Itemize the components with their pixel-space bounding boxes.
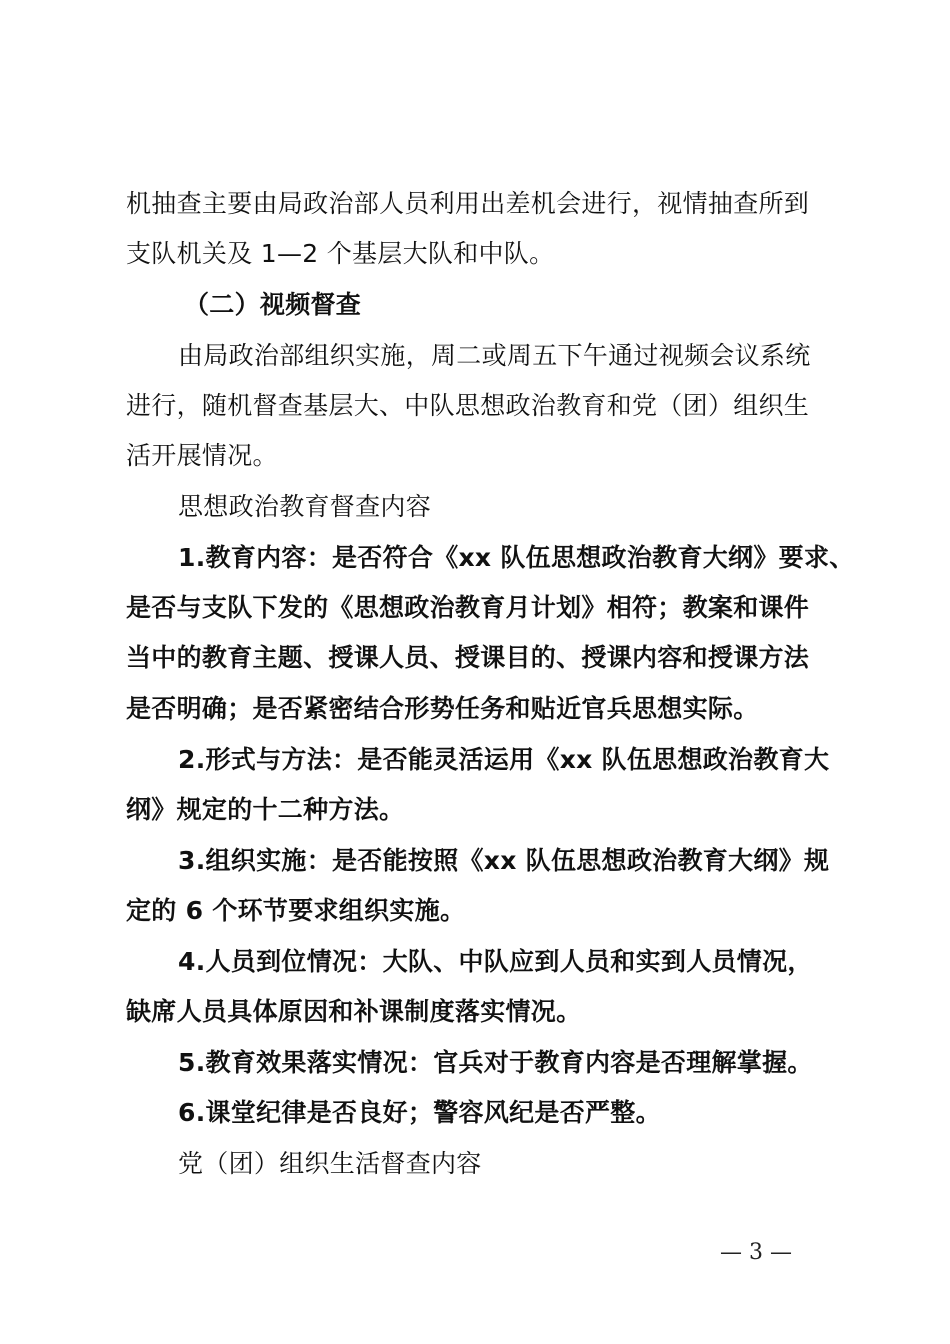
list-item-continuation: 定的 6 个环节要求组织实施。: [126, 896, 466, 925]
list-item-continuation: 缺席人员具体原因和补课制度落实情况。: [126, 997, 582, 1026]
page-number: — 3 —: [720, 1240, 792, 1265]
section-heading: （二）视频督查: [184, 290, 362, 319]
list-item-continuation: 是否与支队下发的《思想政治教育月计划》相符；教案和课件: [126, 593, 810, 622]
list-item: 6.课堂纪律是否良好；警容风纪是否严整。: [178, 1098, 661, 1127]
paragraph-line: 支队机关及 1—2 个基层大队和中队。: [126, 239, 555, 268]
list-item: 1.教育内容：是否符合《xx 队伍思想政治教育大纲》要求、: [178, 543, 855, 572]
subsection-title: 党（团）组织生活督查内容: [178, 1149, 482, 1178]
paragraph-line: 由局政治部组织实施，周二或周五下午通过视频会议系统: [178, 341, 811, 370]
subsection-title: 思想政治教育督查内容: [178, 492, 432, 521]
list-item: 5.教育效果落实情况：官兵对于教育内容是否理解掌握。: [178, 1048, 813, 1077]
list-item-continuation: 当中的教育主题、授课人员、授课目的、授课内容和授课方法: [126, 643, 810, 672]
paragraph-line: 活开展情况。: [126, 441, 278, 470]
list-item: 2.形式与方法：是否能灵活运用《xx 队伍思想政治教育大: [178, 745, 830, 774]
list-item: 3.组织实施：是否能按照《xx 队伍思想政治教育大纲》规: [178, 846, 830, 875]
list-item-continuation: 是否明确；是否紧密结合形势任务和贴近官兵思想实际。: [126, 694, 759, 723]
list-item: 4.人员到位情况：大队、中队应到人员和实到人员情况，: [178, 947, 813, 976]
paragraph-line: 机抽查主要由局政治部人员利用出差机会进行，视情抽查所到: [126, 189, 810, 218]
paragraph-line: 进行，随机督查基层大、中队思想政治教育和党（团）组织生: [126, 391, 810, 420]
list-item-continuation: 纲》规定的十二种方法。: [126, 795, 405, 824]
